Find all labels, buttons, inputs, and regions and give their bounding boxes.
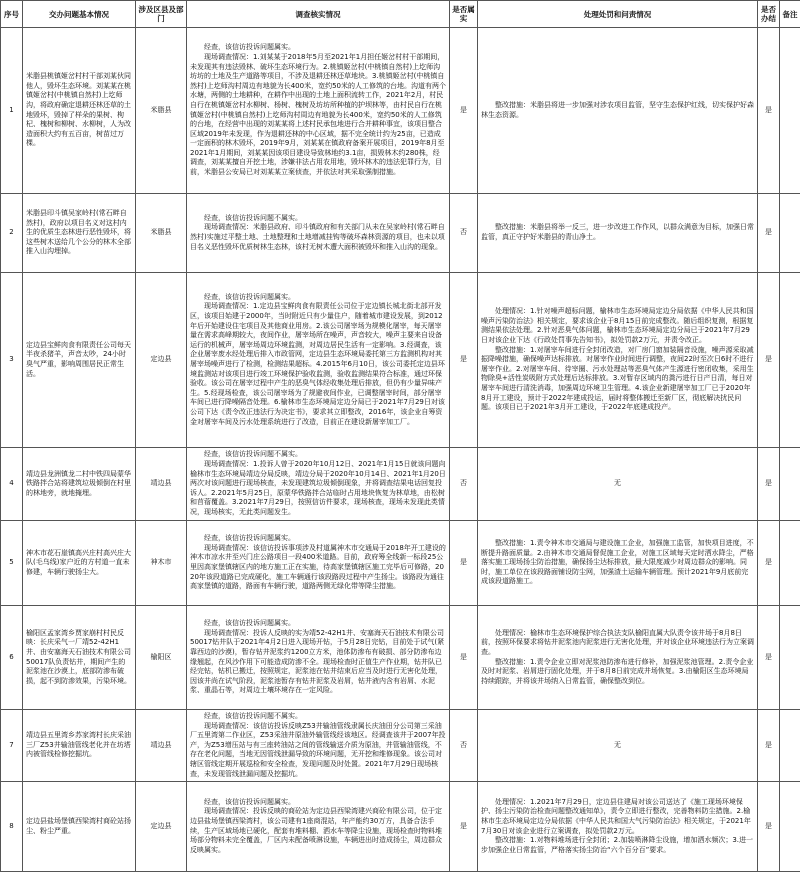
note-cell — [780, 448, 800, 521]
district-cell: 米脂县 — [136, 194, 187, 273]
investigation-cell — [187, 273, 450, 448]
investigation-paragraph: 现场调查情况：1.刘某某于2018年5月至2021年1月担任姬岔村村干部期间，未发现其有违法毁林、破坏生态环境行为。2.桃镇姬岔村(中桃镇自然村)上圪师沟坊坊的土地及生产道路等项目，不涉及退耕还林还草地块。3.桃镇姬岔村(中桃镇自然村)上圪师沟村周边有地貌为长400米，宽约50米的人工修筑的台地。沟道有两个水塘，两侧的土地耕种，在耕作中出现的土地上面积流转工作，2021年2月，村民自行在桃镇姬岔村水柳树、杨树、槐树及坊坊所种植的护坝林等，由村民自行在桃镇姬岔村(中桃镇自然村)上圪师沟村周边有地貌为长400米，宽约50米的人工修筑的台地，在经营中出现的刘某某将上述村民承包地进行合并耕种事宜，该项目整合区域2019年未发现，作为退耕还林的中心区域，据不完全统计约为25亩，已造成一定面积的林木毁坏，2019年9月，刘某某在镇政府备案开展项目，2019年8月至2021年1月期间，刘某某因该项目建设导致林地约3.1亩，损毁林木约280株，经调查，刘某某擅自开挖土地，涉嫌非法占用农用地，毁坏林木的违法犯罪行为，目前，米脂县公安局已对刘某某立案侦查，并依法对其采取强制措施。 — [190, 53, 446, 178]
handling-paragraph: 处理情况：1.针对噪声超标问题，榆林市生态环境局定边分局依据《中华人民共和国噪声污染防治法》相关规定，要求该企业于8月15日前完成整改。随后组织复测，根据复测结果依法处理。2.针对恶臭气体问题，榆林市生态环境局定边分局已于2021年7月29日对该企业下达《行政处罚事先告知书》，拟处罚款2万元，并责令改正。 — [481, 307, 754, 345]
fact-cell: 是 — [450, 28, 478, 194]
issue-cell: 神木市花石崖镇高兴庄村高兴庄大队(毛乌线)家户近的方村道一直未修建，车辆行驶扬尘大。 — [23, 521, 136, 606]
investigation-paragraph: 现场调查情况：米脂县政府、印斗镇政府和有关部门从未在吴家岭村(常石畔自然村)实施过平整土地、土地整理和土地增减挂钩等破坏森林资源的项目，也未以项目名义恶性毁坏优质树林生态林，该村无树木遭大面积被毁坏和推入山沟的现象。 — [190, 223, 446, 252]
handling-paragraph: 整改措施：米脂县将举一反三，进一步改进工作作风，以群众满意为目标，加强日常监管，真正守护好米脂县的青山净土。 — [481, 223, 754, 242]
handling-cell — [478, 28, 758, 194]
row-number: 2 — [1, 194, 23, 273]
note-cell — [780, 194, 800, 273]
investigation-paragraph: 经查，该信访投诉问题属实。 — [190, 619, 446, 629]
row-number: 1 — [1, 28, 23, 194]
header-investigation: 调查核实情况 — [187, 1, 450, 28]
investigation-cell — [187, 710, 450, 782]
investigation-cell — [187, 448, 450, 521]
closed-cell: 是 — [758, 782, 780, 872]
investigation-paragraph: 经查，该信访投诉问题不属实。 — [190, 450, 446, 460]
note-cell — [780, 273, 800, 448]
investigation-paragraph: 经查，该信访投诉问题属实。 — [190, 798, 446, 808]
district-cell: 定边县 — [136, 273, 187, 448]
note-cell — [780, 521, 800, 606]
fact-cell: 否 — [450, 194, 478, 273]
note-cell — [780, 710, 800, 782]
header-district: 涉及区县及部门 — [136, 1, 187, 28]
handling-paragraph: 无 — [481, 741, 754, 751]
investigation-paragraph: 经查，该信访投诉问题不属实。 — [190, 214, 446, 224]
district-cell: 定边县 — [136, 782, 187, 872]
issue-cell: 榆阳区孟家湾乡贾家崩村村民反映：长庆采气一厂靖52-42H1井、由安塞海天石油技术有限公司50017队负责钻井，期间产生的泥浆池在沙漠上，底部防渗布破损，起不到防渗效果，污染环境。 — [23, 606, 136, 710]
table-row — [1, 710, 800, 782]
handling-cell — [478, 521, 758, 606]
issue-cell: 定边县盐场堡镇西梁湾村商砼站扬尘、粉尘严重。 — [23, 782, 136, 872]
handling-cell — [478, 782, 758, 872]
district-cell: 靖边县 — [136, 448, 187, 521]
header-note: 备注 — [780, 1, 800, 28]
handling-cell — [478, 448, 758, 521]
handling-paragraph: 处理情况：1.2021年7月29日，定边县住建局对该公司送达了《施工现场环境保护、扬尘污染防治检查问题整改通知单》，责令立即进行整改，完善物料防尘措施。2.榆林市生态环境局定边分局依据《中华人民共和国大气污染防治法》相关规定，于2021年7月30日对该企业进行立案调查，拟处罚款2万元。 — [481, 798, 754, 836]
investigation-cell — [187, 782, 450, 872]
fact-cell: 是 — [450, 782, 478, 872]
fact-cell: 是 — [450, 521, 478, 606]
row-number: 7 — [1, 710, 23, 782]
issue-cell: 米脂县桃镇姬岔村村干部刘某伙同他人，毁坏生态环境。刘某某在桃镇姬岔村(中桃镇自然村)上圪师沟，将政府确定退耕还林还草的土地毁坏，毁掉了样朵的果树、枸杞、槐树和柳树、水柳树，人为改造面积大约有五百亩，树苗过万棵。 — [23, 28, 136, 194]
row-number: 4 — [1, 448, 23, 521]
issue-cell: 靖边县五里湾乡苏家湾村长庆采油三厂Z53井输油管线老化并在坊塔内被管线检修挖掘坑。 — [23, 710, 136, 782]
fact-cell: 否 — [450, 710, 478, 782]
table-row — [1, 273, 800, 448]
fact-cell: 是 — [450, 606, 478, 710]
fact-cell: 是 — [450, 273, 478, 448]
header-issue: 交办问题基本情况 — [23, 1, 136, 28]
header-handling: 处理处罚和问责情况 — [478, 1, 758, 28]
investigation-paragraph: 经查，该信访投诉问题属实。 — [190, 534, 446, 544]
table-row — [1, 782, 800, 872]
investigation-paragraph: 现场调查情况：该信访投诉事项涉及村道属神木市交通局于2018年开工建设的神木市凉水井至兴门庄公路项目一段400米道路。目前，政府筹全线新一标段25公里因高家堡镇辖区内的地方施工正在实施，待高家堡镇辖区施工完毕后可修路，2020年该段道路已完成硬化，施工车辆通行该段路段过程中产生扬尘。该路段为通往高家堡镇的道路，路面有车辆行驶，道路两侧无绿化带等降尘措施。 — [190, 544, 446, 592]
investigation-cell — [187, 521, 450, 606]
table-row — [1, 521, 800, 606]
investigation-paragraph: 现场调查情况：1.定边县宝鲜肉食有限责任公司位于定边镇长城北街北部开发区，该项目始建于2000年，当时附近只有少量住户，随着城市建设发展，到2012年后开始建设住宅项目及其他商业用房。2.该公司屠宰场为规模化屠宰，每天屠宰量在需求高峰期较大，夜间作业，屠宰场所在噪声，声音较大，噪声主要来自设备运行的机械声，屠宰场周边环境监测，对周边居民生活有一定影响。3.经调查，该企业屠宰废水经处理后排入市政管网，定边县生态环境局委托第三方监测机构对其屠宰场噪声进行了检测，检测结果超标。4.2015年6月10日，该公司委托定边县环境监测站对该项目进行竣工环境保护验收监测，验收监测结果符合标准，通过环保验收。该公司在屠宰过程中产生的恶臭气体经收集处理后排放，但仍有少量异味产生。5.经现场检查，该公司屠宰场为了规避夜间作业，已调整屠宰时间，部分屠宰车间已进行降噪隔音处理。6.榆林市生态环境局定边分局已于2021年7月29日对该公司下达《责令改正违法行为决定书》，要求其立即整改，2016年，该企业自筹资金对屠宰车间及污水处理系统进行了改造，目前正在建设新屠宰加工厂。 — [190, 302, 446, 427]
closed-cell: 是 — [758, 273, 780, 448]
table-row — [1, 606, 800, 710]
handling-paragraph: 整改措施：1.对物料堆场进行全封闭；2.加装喷淋降尘设施，增加洒水频次；3.进一步加强企业日常监管，严格落实扬尘防治“六个百分百”要求。 — [481, 836, 754, 855]
header-fact: 是否属实 — [450, 1, 478, 28]
closed-cell: 是 — [758, 521, 780, 606]
issue-cell: 定边县宝鲜肉食有限责任公司每天半夜杀猪羊，声音太吵，24小时臭气严重，影响周围居民正常生活。 — [23, 273, 136, 448]
row-number: 8 — [1, 782, 23, 872]
investigation-paragraph: 现场调查情况：投诉人反映的实为靖52-42H1井、安塞海天石油技术有限公司50017钻井队于2021年4月2日进入现场开钻，于5月28日完钻，目前处于试气(紧靠西边的沙漠)，暂存钻井泥浆约1200立方米，池体防渗布有破损、部分防渗布边缘翘起，在风沙作用下可能造成防渗不全。现场检查时正值生产作业期，钻井队已经完钻，钻机已搬迁，按照规定，泥浆池在钻井结束后应当及时进行无害化处理，因该井尚在试气阶段，泥浆池暂存有钻井泥浆及岩屑，钻井液内含有岩屑、水泥浆、重晶石等，对周边土壤环境存在一定风险。 — [190, 629, 446, 696]
issue-cell: 米脂县印斗镇吴家岭村(常石畔自然村)，政府以项目名义对这村内生的优质生态林进行恶性毁坏，将这些树木送给几个公分的林木全部推入山沟埋掉。 — [23, 194, 136, 273]
district-cell: 神木市 — [136, 521, 187, 606]
closed-cell: 是 — [758, 194, 780, 273]
header-row — [1, 1, 800, 28]
handling-cell — [478, 273, 758, 448]
handling-cell — [478, 194, 758, 273]
district-cell: 榆阳区 — [136, 606, 187, 710]
header-closed: 是否办结 — [758, 1, 780, 28]
investigation-paragraph: 现场调查情况：1.投诉人曾于2020年10月12日、2021年1月15日就该问题向榆林市生态环境局靖边分局反映，靖边分局于2020年10月14日、2021年1月20日两次对该问题进行现场核查，未发现建筑垃圾倾倒现象，并将调查结果电话回复投诉人。2.2021年5月25日，原蒙华铁路拌合站临时占用地块恢复为林草地，由松树和苜蓿覆盖。3.2021年7月29日，按照信访件要求，现场核查，现场未发现此类情况，现场核实，无此类问题发生。 — [190, 460, 446, 518]
handling-paragraph: 整改措施：1.责令神木市交通局与建设施工企业，加强施工监管，加快项目进度，不断提升路面质量。2.由神木市交通局督促施工企业，对施工区域每天定时洒水降尘，严格落实施工现场扬尘防治措施，确保扬尘达标排放，最大限度减少对周边群众的影响。同时，施工单位在该段路面铺设防尘网，加强渣土运输车辆管理。预计2021年9月底前完成该段道路施工。 — [481, 539, 754, 587]
investigation-paragraph: 现场调查情况：投诉反映的商砼站为定边县西梁湾建兴商砼有限公司，位于定边县盐场堡镇西梁湾村，该公司建有1座商混站，年产能约30万方，具备合法手续，生产区域场地已硬化，配套有堆料棚、洒水车等降尘设施，现场检查时物料堆场部分物料未完全覆盖，厂区内未配备喷淋设施，车辆进出时造成扬尘，周边群众反映属实。 — [190, 807, 446, 855]
row-number: 5 — [1, 521, 23, 606]
closed-cell: 是 — [758, 28, 780, 194]
header-no: 序号 — [1, 1, 23, 28]
investigation-paragraph: 经查，该信访投诉问题属实。 — [190, 43, 446, 53]
table-row — [1, 448, 800, 521]
investigation-cell — [187, 28, 450, 194]
investigation-paragraph: 经查，该信访投诉问题属实。 — [190, 293, 446, 303]
issue-cell: 靖边县龙洲镇龙二村中铁四局蒙华铁路拌合站将建筑垃圾倾倒在村里的林地旁，就地掩埋。 — [23, 448, 136, 521]
row-number: 6 — [1, 606, 23, 710]
note-cell — [780, 606, 800, 710]
handling-paragraph: 整改措施：1.对屠宰车间进行全封闭改造，对厂房门窗加装隔音设施，噪声源采取减振降噪措施，确保噪声达标排放。对屠宰作业时间进行调整，夜间22时至次日6时不进行屠宰作业。2.对屠宰车间、待宰圈、污水处理站等恶臭气体产生源进行密闭收集，采用生物除臭+活性炭吸附方式处理后达标排放。3.对暂存区域内的粪污进行日产日清，每日对屠宰车间进行清洗消毒，加强周边环境卫生管理。4.该企业新建屠宰加工厂已于2020年8月开工建设，预计于2022年建成投运，届时将整体搬迁至新厂区，彻底解决扰民问题。该项目已于2021年3月开工建设，于2022年底建成投产。 — [481, 346, 754, 413]
note-cell — [780, 782, 800, 872]
fact-cell: 否 — [450, 448, 478, 521]
table-row — [1, 194, 800, 273]
handling-paragraph: 整改措施：1.责令企业立即对泥浆池防渗布进行修补，加强泥浆池管理。2.责令企业及时对泥浆、岩屑进行固化处理，并于8月8日前完成井场恢复。3.由榆阳区生态环境局持续跟踪，并将该井场纳入日常监管，确保整改到位。 — [481, 658, 754, 687]
closed-cell: 是 — [758, 606, 780, 710]
district-cell: 靖边县 — [136, 710, 187, 782]
closed-cell: 是 — [758, 448, 780, 521]
handling-paragraph: 无 — [481, 479, 754, 489]
row-number: 3 — [1, 273, 23, 448]
note-cell — [780, 28, 800, 194]
table-row — [1, 28, 800, 194]
handling-cell — [478, 710, 758, 782]
handling-paragraph: 整改措施：米脂县将进一步加强对涉农项目监管，坚守生态保护红线，切实保护好森林生态资源。 — [481, 101, 754, 120]
district-cell: 米脂县 — [136, 28, 187, 194]
handling-paragraph: 处理情况：榆林市生态环境保护综合执法支队榆阳直属大队责令该井场于8月8日前，按照环保要求将钻井泥浆池内泥浆进行无害化处理，并对该企业环境违法行为立案调查。 — [481, 629, 754, 658]
closed-cell: 是 — [758, 710, 780, 782]
investigation-paragraph: 现场调查情况：该信访投诉反映Z53井输油管线隶属长庆油田分公司第三采油厂五里湾第二作业区，Z53采油井原油外输管线经该地区。经调查该井于2007年投产，为Z53增压站与有三座转油站之间的管线输送介质为原油，井管输油管线，不存在老化问题，当地无因管线泄漏导致的环境问题，无开挖和维修现象。该公司对辖区管线定期开展巡检和安全检查，发现问题及时处置。2021年7月29日现场核查，未发现管线泄漏问题及挖掘坑。 — [190, 722, 446, 780]
investigation-paragraph: 经查，该信访投诉问题不属实。 — [190, 712, 446, 722]
handling-cell — [478, 606, 758, 710]
investigation-cell — [187, 606, 450, 710]
investigation-cell — [187, 194, 450, 273]
